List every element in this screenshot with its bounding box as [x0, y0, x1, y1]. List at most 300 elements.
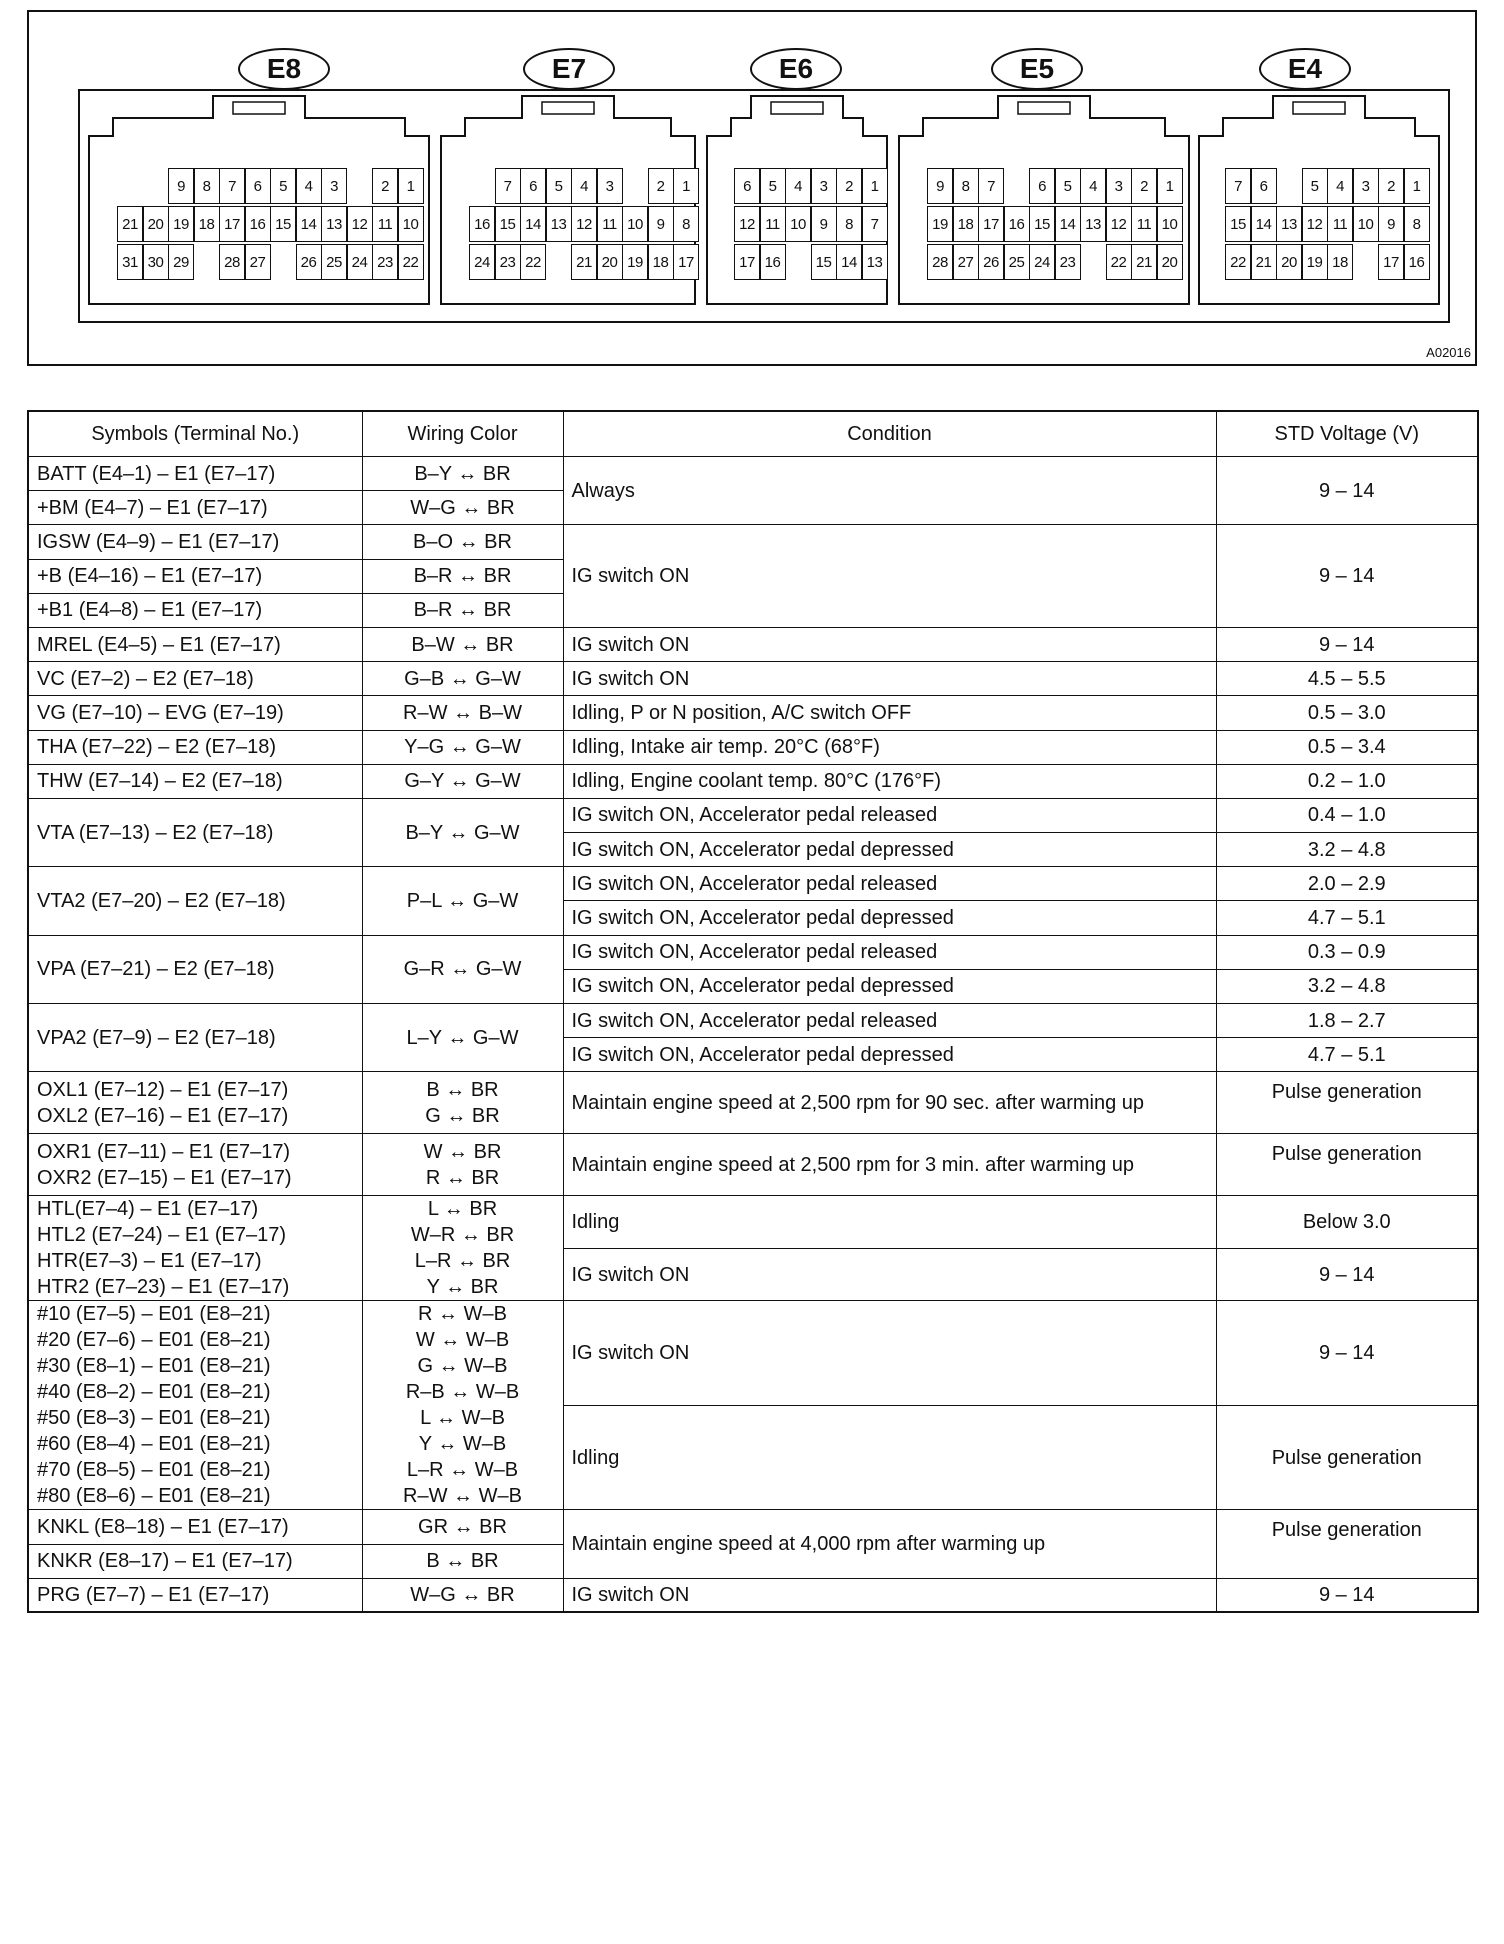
terminal-symbol: HTL(E7–4) – E1 (E7–17): [37, 1198, 259, 1221]
wiring-color-cell: [362, 1004, 563, 1072]
condition-cell: Idling, P or N position, A/C switch OFF: [563, 696, 1216, 730]
connector-pin: 11: [1327, 206, 1353, 242]
wiring-color-cell: [362, 662, 563, 696]
connector-pin: 23: [372, 244, 398, 280]
std-voltage-cell: 4.7 – 5.1: [1216, 1038, 1478, 1072]
connector-pin: 6: [1029, 168, 1055, 204]
table-row: [28, 662, 1478, 696]
connector-pin: 11: [760, 206, 786, 242]
connector-pin: 6: [520, 168, 546, 204]
connector-pin: 25: [321, 244, 347, 280]
symbols-cell: [28, 1134, 362, 1196]
connector-pin: 2: [1378, 168, 1404, 204]
wiring-color: W–G ↔ BR: [410, 496, 515, 519]
connector-label-e6: E6: [750, 48, 842, 90]
connector-pin: 28: [927, 244, 953, 280]
connector-pin: 6: [245, 168, 271, 204]
connector-pin: 16: [245, 206, 271, 242]
terminal-symbol: VTA (E7–13) – E2 (E7–18): [37, 821, 274, 844]
connector-pin: 23: [495, 244, 521, 280]
connector-pin: 10: [785, 206, 811, 242]
terminal-symbol: #70 (E8–5) – E01 (E8–21): [37, 1459, 271, 1482]
wiring-color-cell: [362, 1134, 563, 1196]
terminal-symbol: OXL2 (E7–16) – E1 (E7–17): [37, 1104, 289, 1127]
connector-pin: 24: [469, 244, 495, 280]
terminal-symbol: #50 (E8–3) – E01 (E8–21): [37, 1407, 271, 1430]
connector-label-e4: E4: [1259, 48, 1351, 90]
std-voltage-cell: 9 – 14: [1216, 627, 1478, 661]
connector-pin: 17: [673, 244, 699, 280]
terminal-symbol: HTR(E7–3) – E1 (E7–17): [37, 1250, 262, 1273]
wiring-color: L–R ↔ BR: [414, 1250, 511, 1273]
connector-pin: 13: [1276, 206, 1302, 242]
terminal-symbol: VPA (E7–21) – E2 (E7–18): [37, 958, 275, 981]
connector-pin: 4: [1080, 168, 1106, 204]
terminal-symbol: OXR1 (E7–11) – E1 (E7–17): [37, 1140, 291, 1163]
connector-pin: 20: [597, 244, 623, 280]
connector-diagram: [27, 10, 1477, 366]
connector-pin: 27: [953, 244, 979, 280]
std-voltage-cell: 9 – 14: [1216, 525, 1478, 628]
connector-label-e7: E7: [523, 48, 615, 90]
wiring-color: Y ↔ W–B: [418, 1433, 507, 1456]
wiring-color-cell: [362, 1301, 563, 1510]
wiring-color: B–W ↔ BR: [411, 633, 514, 656]
table-row: [28, 457, 1478, 491]
wiring-color: R ↔ BR: [425, 1166, 500, 1189]
connector-pin: 13: [321, 206, 347, 242]
std-voltage-cell: 3.2 – 4.8: [1216, 833, 1478, 867]
terminal-symbol: +B (E4–16) – E1 (E7–17): [37, 565, 263, 588]
connector-pin: 9: [927, 168, 953, 204]
connector-pin: 5: [1302, 168, 1328, 204]
ecu-terminal-voltage-table: [27, 410, 1479, 1613]
connector-pin: 7: [1225, 168, 1251, 204]
wiring-color-cell: [362, 867, 563, 935]
symbols-cell: [28, 798, 362, 866]
terminal-symbol: OXR2 (E7–15) – E1 (E7–17): [37, 1166, 292, 1189]
terminal-symbol: MREL (E4–5) – E1 (E7–17): [37, 633, 281, 656]
table-row: [28, 525, 1478, 559]
std-voltage-cell: Below 3.0: [1216, 1196, 1478, 1249]
connector-pin: 19: [927, 206, 953, 242]
connector-pin: 14: [1055, 206, 1081, 242]
symbols-cell: [28, 559, 362, 593]
wiring-color: GR ↔ BR: [418, 1515, 507, 1538]
terminal-symbol: IGSW (E4–9) – E1 (E7–17): [37, 530, 280, 553]
wiring-color: W–G ↔ BR: [410, 1584, 515, 1607]
connector-pin: 8: [673, 206, 699, 242]
terminal-symbol: +B1 (E4–8) – E1 (E7–17): [37, 599, 263, 622]
wiring-color-cell: [362, 593, 563, 627]
wiring-color: R–B ↔ W–B: [405, 1381, 520, 1404]
connector-pin: 21: [1131, 244, 1157, 280]
connector-pin: 12: [734, 206, 760, 242]
header-symbols: Symbols (Terminal No.): [28, 411, 362, 457]
terminal-symbol: VG (E7–10) – EVG (E7–19): [37, 701, 284, 724]
connector-pin: 16: [760, 244, 786, 280]
terminal-symbol: VTA2 (E7–20) – E2 (E7–18): [37, 889, 286, 912]
connector-pin: 15: [495, 206, 521, 242]
connector-pin: 12: [347, 206, 373, 242]
connector-pin: 11: [597, 206, 623, 242]
connector-pin: 5: [1055, 168, 1081, 204]
terminal-symbol: PRG (E7–7) – E1 (E7–17): [37, 1584, 270, 1607]
connector-pin: 9: [811, 206, 837, 242]
terminal-symbol: VC (E7–2) – E2 (E7–18): [37, 667, 254, 690]
terminal-symbol: HTR2 (E7–23) – E1 (E7–17): [37, 1276, 290, 1299]
connector-pin: 3: [597, 168, 623, 204]
connector-pin: 3: [321, 168, 347, 204]
std-voltage-cell: 1.8 – 2.7: [1216, 1004, 1478, 1038]
wiring-color: G–B ↔ G–W: [404, 667, 521, 690]
condition-cell: IG switch ON: [563, 627, 1216, 661]
condition-cell: IG switch ON: [563, 1301, 1216, 1406]
connector-pin: 8: [953, 168, 979, 204]
connector-pin: 5: [270, 168, 296, 204]
connector-pin: 20: [1157, 244, 1183, 280]
connector-pin: 29: [168, 244, 194, 280]
connector-pin: 5: [760, 168, 786, 204]
connector-pin: 9: [648, 206, 674, 242]
wiring-color: B–O ↔ BR: [413, 530, 512, 553]
condition-cell: IG switch ON: [563, 525, 1216, 628]
wiring-color: B ↔ BR: [426, 1550, 499, 1573]
connector-pin: 18: [953, 206, 979, 242]
connector-pin: 13: [862, 244, 888, 280]
table-row: [28, 935, 1478, 969]
table-header-row: [28, 411, 1478, 457]
connector-pin: 10: [1353, 206, 1379, 242]
connector-pin: 16: [1004, 206, 1030, 242]
table-body: [28, 457, 1478, 1613]
connector-pin: 23: [1055, 244, 1081, 280]
wiring-color-cell: [362, 764, 563, 798]
symbols-cell: [28, 525, 362, 559]
wiring-color-cell: [362, 457, 563, 491]
std-voltage-cell: Pulse generation: [1216, 1134, 1478, 1196]
connector-pin: 28: [219, 244, 245, 280]
condition-cell: Maintain engine speed at 4,000 rpm after warming up: [563, 1510, 1216, 1578]
terminal-symbol: KNKL (E8–18) – E1 (E7–17): [37, 1515, 289, 1538]
connector-pin: 22: [398, 244, 424, 280]
std-voltage-cell: 9 – 14: [1216, 1578, 1478, 1612]
connector-latch-e4: [1293, 102, 1345, 114]
std-voltage-cell: 9 – 14: [1216, 1248, 1478, 1301]
table-row: [28, 1301, 1478, 1406]
wiring-color-cell: [362, 696, 563, 730]
connector-pin: 13: [546, 206, 572, 242]
connector-pin: 10: [622, 206, 648, 242]
connector-pin: 8: [194, 168, 220, 204]
table-row: [28, 1196, 1478, 1249]
connector-pin: 1: [862, 168, 888, 204]
symbols-cell: [28, 696, 362, 730]
symbols-cell: [28, 1004, 362, 1072]
std-voltage-cell: 4.5 – 5.5: [1216, 662, 1478, 696]
connector-latch-e7: [542, 102, 594, 114]
connector-pin: 24: [1029, 244, 1055, 280]
std-voltage-cell: Pulse generation: [1216, 1510, 1478, 1578]
wiring-color-cell: [362, 798, 563, 866]
condition-cell: IG switch ON, Accelerator pedal depressed: [563, 833, 1216, 867]
wiring-color: R–W ↔ W–B: [403, 1485, 522, 1508]
connector-pin: 1: [673, 168, 699, 204]
wiring-color: W ↔ BR: [423, 1140, 502, 1163]
terminal-symbol: #60 (E8–4) – E01 (E8–21): [37, 1433, 271, 1456]
header-std-voltage: STD Voltage (V): [1216, 411, 1478, 457]
table-row: [28, 1004, 1478, 1038]
symbols-cell: [28, 1072, 362, 1134]
table-row: [28, 696, 1478, 730]
wiring-color: Y ↔ BR: [426, 1276, 499, 1299]
wiring-color-cell: [362, 1072, 563, 1134]
connector-pin: 7: [219, 168, 245, 204]
wiring-color: G ↔ BR: [425, 1104, 500, 1127]
terminal-symbol: #80 (E8–6) – E01 (E8–21): [37, 1485, 271, 1508]
wiring-color: G ↔ W–B: [417, 1355, 508, 1378]
table-row: [28, 730, 1478, 764]
wiring-color-cell: [362, 1510, 563, 1544]
wiring-color: Y–G ↔ G–W: [404, 736, 521, 759]
connector-pin: 17: [1378, 244, 1404, 280]
connector-pin: 22: [520, 244, 546, 280]
connector-pin: 15: [270, 206, 296, 242]
std-voltage-cell: 2.0 – 2.9: [1216, 867, 1478, 901]
wiring-color-cell: [362, 1544, 563, 1578]
wiring-color: W–R ↔ BR: [410, 1224, 515, 1247]
table-row: [28, 1578, 1478, 1612]
connector-pin: 22: [1106, 244, 1132, 280]
connector-pin: 18: [648, 244, 674, 280]
std-voltage-cell: 0.2 – 1.0: [1216, 764, 1478, 798]
connector-pin: 2: [1131, 168, 1157, 204]
wiring-color: L ↔ W–B: [420, 1407, 505, 1430]
condition-cell: IG switch ON, Accelerator pedal released: [563, 867, 1216, 901]
connector-pin: 1: [1404, 168, 1430, 204]
connector-pin: 4: [1327, 168, 1353, 204]
terminal-symbol: THW (E7–14) – E2 (E7–18): [37, 770, 283, 793]
connector-pin: 25: [1004, 244, 1030, 280]
std-voltage-cell: 0.5 – 3.0: [1216, 696, 1478, 730]
connector-pin: 10: [398, 206, 424, 242]
connector-pin: 17: [734, 244, 760, 280]
symbols-cell: [28, 1510, 362, 1544]
condition-cell: IG switch ON: [563, 1248, 1216, 1301]
connector-pin: 18: [194, 206, 220, 242]
symbols-cell: [28, 764, 362, 798]
connector-pin: 11: [372, 206, 398, 242]
std-voltage-cell: 9 – 14: [1216, 1301, 1478, 1406]
terminal-symbol: THA (E7–22) – E2 (E7–18): [37, 736, 277, 759]
condition-cell: IG switch ON, Accelerator pedal depressed: [563, 969, 1216, 1003]
symbols-cell: [28, 1578, 362, 1612]
terminal-symbol: +BM (E4–7) – E1 (E7–17): [37, 496, 268, 519]
connector-pin: 6: [734, 168, 760, 204]
terminal-symbol: OXL1 (E7–12) – E1 (E7–17): [37, 1078, 289, 1101]
connector-pin: 16: [469, 206, 495, 242]
connector-pin: 15: [1225, 206, 1251, 242]
header-condition: Condition: [563, 411, 1216, 457]
terminal-symbol: #20 (E7–6) – E01 (E8–21): [37, 1329, 271, 1352]
symbols-cell: [28, 627, 362, 661]
connector-pin: 9: [1378, 206, 1404, 242]
connector-pin: 14: [1251, 206, 1277, 242]
connector-pin: 4: [785, 168, 811, 204]
connector-pin: 21: [571, 244, 597, 280]
wiring-color: G–R ↔ G–W: [403, 958, 522, 981]
condition-cell: Maintain engine speed at 2,500 rpm for 90 sec. after warming up: [563, 1072, 1216, 1134]
connector-pin: 9: [168, 168, 194, 204]
connector-label-e8: E8: [238, 48, 330, 90]
connector-pin: 19: [622, 244, 648, 280]
wiring-color-cell: [362, 627, 563, 661]
connector-latch-e6: [771, 102, 823, 114]
connector-pin: 5: [546, 168, 572, 204]
wiring-color: R ↔ W–B: [418, 1303, 507, 1326]
wiring-color: L–R ↔ W–B: [406, 1459, 519, 1482]
connector-pin: 26: [296, 244, 322, 280]
wiring-color: B–Y ↔ G–W: [405, 821, 520, 844]
connector-pin: 4: [571, 168, 597, 204]
symbols-cell: [28, 1544, 362, 1578]
connector-pin: 3: [1106, 168, 1132, 204]
connector-pin: 1: [1157, 168, 1183, 204]
connector-pin: 10: [1157, 206, 1183, 242]
connector-pin: 17: [978, 206, 1004, 242]
symbols-cell: [28, 1196, 362, 1301]
std-voltage-cell: Pulse generation: [1216, 1405, 1478, 1510]
symbols-cell: [28, 867, 362, 935]
connector-pin: 26: [978, 244, 1004, 280]
connector-pin: 3: [1353, 168, 1379, 204]
wiring-color: P–L ↔ G–W: [406, 889, 519, 912]
wiring-color-cell: [362, 1578, 563, 1612]
wiring-color-cell: [362, 559, 563, 593]
connector-pin: 27: [245, 244, 271, 280]
connector-pin: 8: [1404, 206, 1430, 242]
symbols-cell: [28, 1301, 362, 1510]
connector-pin: 8: [836, 206, 862, 242]
symbols-cell: [28, 593, 362, 627]
condition-cell: IG switch ON: [563, 662, 1216, 696]
connector-pin: 7: [862, 206, 888, 242]
connector-pin: 12: [1302, 206, 1328, 242]
connector-pin: 15: [1029, 206, 1055, 242]
wiring-color-cell: [362, 935, 563, 1003]
condition-cell: IG switch ON, Accelerator pedal depressed: [563, 1038, 1216, 1072]
connector-pin: 4: [296, 168, 322, 204]
connector-pin: 21: [1251, 244, 1277, 280]
connector-pin: 20: [143, 206, 169, 242]
connector-pin: 3: [811, 168, 837, 204]
table-row: [28, 867, 1478, 901]
terminal-symbol: HTL2 (E7–24) – E1 (E7–17): [37, 1224, 287, 1247]
terminal-symbol: #10 (E7–5) – E01 (E8–21): [37, 1303, 271, 1326]
table-row: [28, 1072, 1478, 1134]
terminal-symbol: BATT (E4–1) – E1 (E7–17): [37, 462, 276, 485]
terminal-symbol: KNKR (E8–17) – E1 (E7–17): [37, 1550, 293, 1573]
connector-pin: 7: [978, 168, 1004, 204]
condition-cell: Idling: [563, 1196, 1216, 1249]
connector-pin: 1: [398, 168, 424, 204]
connector-pin: 12: [1106, 206, 1132, 242]
wiring-color: B ↔ BR: [426, 1078, 499, 1101]
connector-pin: 7: [495, 168, 521, 204]
table-row: [28, 627, 1478, 661]
connector-pin: 19: [168, 206, 194, 242]
connector-pin: 11: [1131, 206, 1157, 242]
table-row: [28, 1510, 1478, 1544]
wiring-color: R–W ↔ B–W: [403, 701, 522, 724]
connector-label-e5: E5: [991, 48, 1083, 90]
symbols-cell: [28, 662, 362, 696]
symbols-cell: [28, 491, 362, 525]
std-voltage-cell: 0.4 – 1.0: [1216, 798, 1478, 832]
connector-pin: 14: [836, 244, 862, 280]
wiring-color: B–R ↔ BR: [413, 599, 512, 622]
wiring-color-cell: [362, 525, 563, 559]
condition-cell: IG switch ON, Accelerator pedal depressed: [563, 901, 1216, 935]
connector-pin: 13: [1080, 206, 1106, 242]
std-voltage-cell: 9 – 14: [1216, 457, 1478, 525]
symbols-cell: [28, 457, 362, 491]
wiring-color: B–Y ↔ BR: [414, 462, 511, 485]
connector-latch-e5: [1018, 102, 1070, 114]
std-voltage-cell: 3.2 – 4.8: [1216, 969, 1478, 1003]
condition-cell: Maintain engine speed at 2,500 rpm for 3 min. after warming up: [563, 1134, 1216, 1196]
wiring-color: L–Y ↔ G–W: [406, 1026, 519, 1049]
wiring-color: G–Y ↔ G–W: [404, 770, 521, 793]
condition-cell: IG switch ON, Accelerator pedal released: [563, 798, 1216, 832]
std-voltage-cell: 0.3 – 0.9: [1216, 935, 1478, 969]
std-voltage-cell: Pulse generation: [1216, 1072, 1478, 1134]
connector-pin: 14: [520, 206, 546, 242]
connector-pin: 20: [1276, 244, 1302, 280]
header-wiring-color: Wiring Color: [362, 411, 563, 457]
std-voltage-cell: 4.7 – 5.1: [1216, 901, 1478, 935]
connector-pin: 17: [219, 206, 245, 242]
terminal-symbol: #40 (E8–2) – E01 (E8–21): [37, 1381, 271, 1404]
terminal-symbol: #30 (E8–1) – E01 (E8–21): [37, 1355, 271, 1378]
condition-cell: Idling, Engine coolant temp. 80°C (176°F): [563, 764, 1216, 798]
symbols-cell: [28, 730, 362, 764]
terminal-symbol: VPA2 (E7–9) – E2 (E7–18): [37, 1026, 276, 1049]
wiring-color: L ↔ BR: [427, 1198, 498, 1221]
condition-cell: Idling: [563, 1405, 1216, 1510]
figure-reference: A02016: [1426, 345, 1471, 360]
connector-pin: 16: [1404, 244, 1430, 280]
connector-pin: 14: [296, 206, 322, 242]
condition-cell: Idling, Intake air temp. 20°C (68°F): [563, 730, 1216, 764]
wiring-color: B–R ↔ BR: [413, 565, 512, 588]
table-row: [28, 798, 1478, 832]
connector-pin: 18: [1327, 244, 1353, 280]
connector-pin: 22: [1225, 244, 1251, 280]
wiring-color-cell: [362, 491, 563, 525]
symbols-cell: [28, 935, 362, 1003]
connector-pin: 19: [1302, 244, 1328, 280]
wiring-color: W ↔ W–B: [415, 1329, 510, 1352]
condition-cell: IG switch ON: [563, 1578, 1216, 1612]
condition-cell: Always: [563, 457, 1216, 525]
connector-pin: 2: [648, 168, 674, 204]
connector-pin: 24: [347, 244, 373, 280]
connector-pin: 2: [836, 168, 862, 204]
table-row: [28, 764, 1478, 798]
connector-pin: 15: [811, 244, 837, 280]
connector-pin: 31: [117, 244, 143, 280]
